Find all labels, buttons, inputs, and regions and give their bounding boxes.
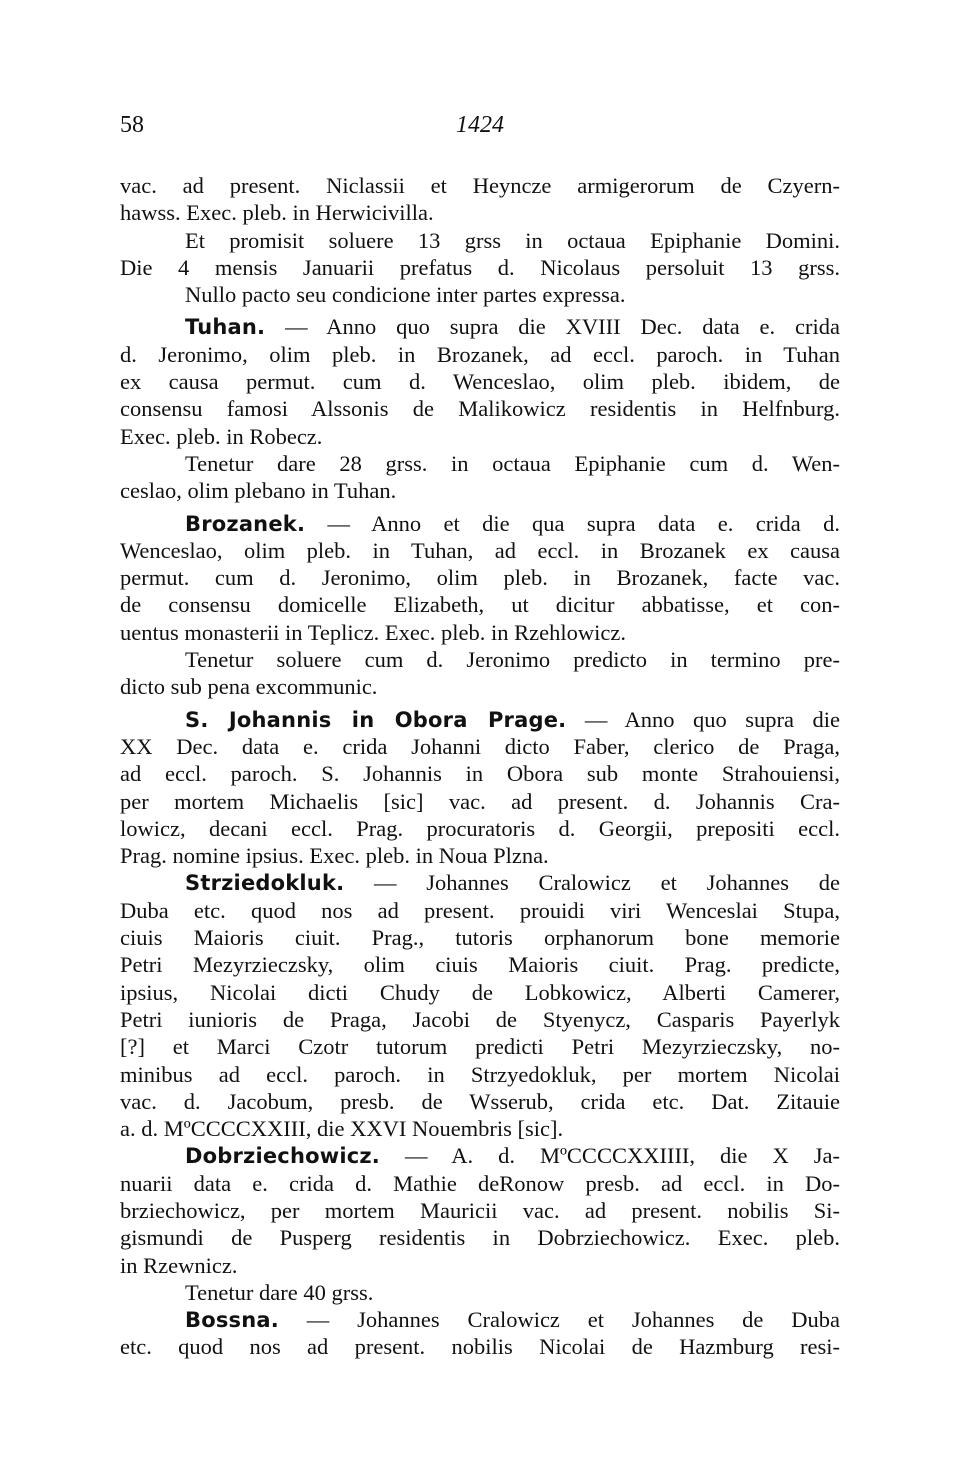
line-text: nuarii data e. crida d. Mathie deRonow presb. ad eccl. in Do- <box>120 1170 840 1196</box>
line-text: vac. d. Jacobum, presb. de Wsserub, crida etc. Dat. Zitauie <box>120 1088 840 1114</box>
line-text: de consensu domicelle Elizabeth, ut dicitur abbatisse, et con- <box>120 592 840 618</box>
line-text: — Anno quo supra die XVIII Dec. data e. crida <box>265 314 840 340</box>
line-text: Tenetur soluere cum d. Jeronimo predicto in termino pre- <box>185 647 840 673</box>
entry-heading: Dobrziechowicz. <box>185 1144 380 1169</box>
text-line <box>120 646 840 673</box>
line-text: brziechowicz, per mortem Mauricii vac. ad present. nobilis Si- <box>120 1197 840 1223</box>
line-text: — A. d. MºCCCCXXIIII, die X Ja- <box>379 1143 840 1169</box>
line-text: — Johannes Cralowicz et Johannes de Duba <box>278 1307 840 1333</box>
line-text: dicto sub pena excommunic. <box>120 674 378 700</box>
running-head-year: 1424 <box>456 112 504 138</box>
entry-first-line <box>120 1306 840 1333</box>
line-text: XX Dec. data e. crida Johanni dicto Faber, clerico de Praga, <box>120 733 840 759</box>
line-text: in Rzewnicz. <box>120 1252 238 1278</box>
line-text: Wenceslao, olim pleb. in Tuhan, ad eccl. in Brozanek ex causa <box>120 537 840 563</box>
entry-first-line <box>120 1142 840 1169</box>
text-line <box>120 199 840 226</box>
text-line <box>120 1088 840 1115</box>
entry-heading: S. Johannis in Obora Prage. <box>185 707 567 732</box>
line-text: ipsius, Nicolai dicti Chudy de Lobkowicz, Alberti Camerer, <box>120 979 840 1005</box>
line-text: Exec. pleb. in Robecz. <box>120 423 323 449</box>
text-line <box>120 254 840 281</box>
text-line <box>120 227 840 254</box>
text-line <box>120 760 840 787</box>
text-line <box>120 537 840 564</box>
body-text <box>120 172 840 1361</box>
text-line <box>120 564 840 591</box>
line-text: per mortem Michaelis [sic] vac. ad present. d. Johannis Cra- <box>120 788 840 814</box>
line-text: permut. cum d. Jeronimo, olim pleb. in Brozanek, facte vac. <box>120 565 840 591</box>
line-text: vac. ad present. Niclassii et Heyncze armigerorum de Czyern- <box>120 173 840 198</box>
text-line <box>120 281 840 308</box>
text-line <box>120 979 840 1006</box>
line-text: Et promisit soluere 13 grss in octaua Epiphanie Domini. <box>185 227 840 253</box>
text-line <box>120 951 840 978</box>
text-line <box>120 842 840 869</box>
line-text: — Johannes Cralowicz et Johannes de <box>344 870 840 896</box>
entry-first-line <box>120 510 840 537</box>
entry-heading: Tuhan. <box>185 315 266 340</box>
text-line <box>120 172 840 199</box>
line-text: Tenetur dare 40 grss. <box>185 1279 374 1305</box>
line-text: Prag. nomine ipsius. Exec. pleb. in Noua Plzna. <box>120 843 549 869</box>
text-line <box>120 1252 840 1279</box>
page-header <box>120 112 840 142</box>
text-line <box>120 1279 840 1306</box>
entry-first-line <box>120 869 840 896</box>
line-text: d. Jeronimo, olim pleb. in Brozanek, ad eccl. paroch. in Tuhan <box>120 341 840 367</box>
line-text: ciuis Maioris ciuit. Prag., tutoris orphanorum bone memorie <box>120 925 840 951</box>
text-line <box>120 815 840 842</box>
text-line <box>120 368 840 395</box>
line-text: Tenetur dare 28 grss. in octaua Epiphanie cum d. Wen- <box>185 450 840 476</box>
text-line <box>120 395 840 422</box>
line-text: hawss. Exec. pleb. in Herwicivilla. <box>120 200 434 226</box>
line-text: a. d. MºCCCCXXIII, die XXVI Nouembris [sic]. <box>120 1116 564 1142</box>
text-line <box>120 1333 840 1360</box>
text-line <box>120 924 840 951</box>
text-line <box>120 733 840 760</box>
line-text: Petri iunioris de Praga, Jacobi de Styenycz, Casparis Payerlyk <box>120 1006 840 1032</box>
text-line <box>120 477 840 504</box>
text-line <box>120 341 840 368</box>
line-text: etc. quod nos ad present. nobilis Nicolai de Hazmburg resi- <box>120 1334 840 1360</box>
entry-first-line <box>120 706 840 733</box>
line-text: ad eccl. paroch. S. Johannis in Obora sub monte Strahouiensi, <box>120 761 840 787</box>
text-line <box>120 788 840 815</box>
line-text: Die 4 mensis Januarii prefatus d. Nicolaus persoluit 13 grss. <box>120 254 840 280</box>
line-text: Nullo pacto seu condicione inter partes expressa. <box>185 282 626 308</box>
text-line <box>120 897 840 924</box>
text-line <box>120 1224 840 1251</box>
entry-first-line <box>120 313 840 340</box>
text-line <box>120 450 840 477</box>
line-text: gismundi de Pusperg residentis in Dobrziechowicz. Exec. pleb. <box>120 1225 840 1251</box>
text-line <box>120 423 840 450</box>
line-text: Duba etc. quod nos ad present. prouidi viri Wenceslai Stupa, <box>120 897 840 923</box>
line-text: [?] et Marci Czotr tutorum predicti Petri Mezyrzieczsky, no- <box>120 1034 840 1060</box>
text-line <box>120 591 840 618</box>
line-text: ex causa permut. cum d. Wenceslao, olim pleb. ibidem, de <box>120 369 840 395</box>
line-text: consensu famosi Alssonis de Malikowicz residentis in Helfnburg. <box>120 396 840 422</box>
line-text: minibus ad eccl. paroch. in Strzyedokluk, per mortem Nicolai <box>120 1061 840 1087</box>
text-line <box>120 1170 840 1197</box>
entry-heading: Strziedokluk. <box>185 871 345 896</box>
entry-heading: Brozanek. <box>185 511 306 536</box>
line-text: — Anno quo supra die <box>566 706 840 732</box>
entry-heading: Bossna. <box>185 1308 279 1333</box>
text-line <box>120 619 840 646</box>
line-text: ceslao, olim plebano in Tuhan. <box>120 478 397 504</box>
line-text: Petri Mezyrzieczsky, olim ciuis Maioris ciuit. Prag. predicte, <box>120 952 840 978</box>
line-text: lowicz, decani eccl. Prag. procuratoris d. Georgii, prepositi eccl. <box>120 815 840 841</box>
text-line <box>120 1197 840 1224</box>
text-line <box>120 1033 840 1060</box>
page-number: 58 <box>120 112 144 138</box>
line-text: — Anno et die qua supra data e. crida d. <box>305 510 840 536</box>
line-text: uentus monasterii in Teplicz. Exec. pleb. in Rzehlowicz. <box>120 619 626 645</box>
text-line <box>120 1006 840 1033</box>
text-line <box>120 1115 840 1142</box>
text-line <box>120 673 840 700</box>
text-line <box>120 1061 840 1088</box>
